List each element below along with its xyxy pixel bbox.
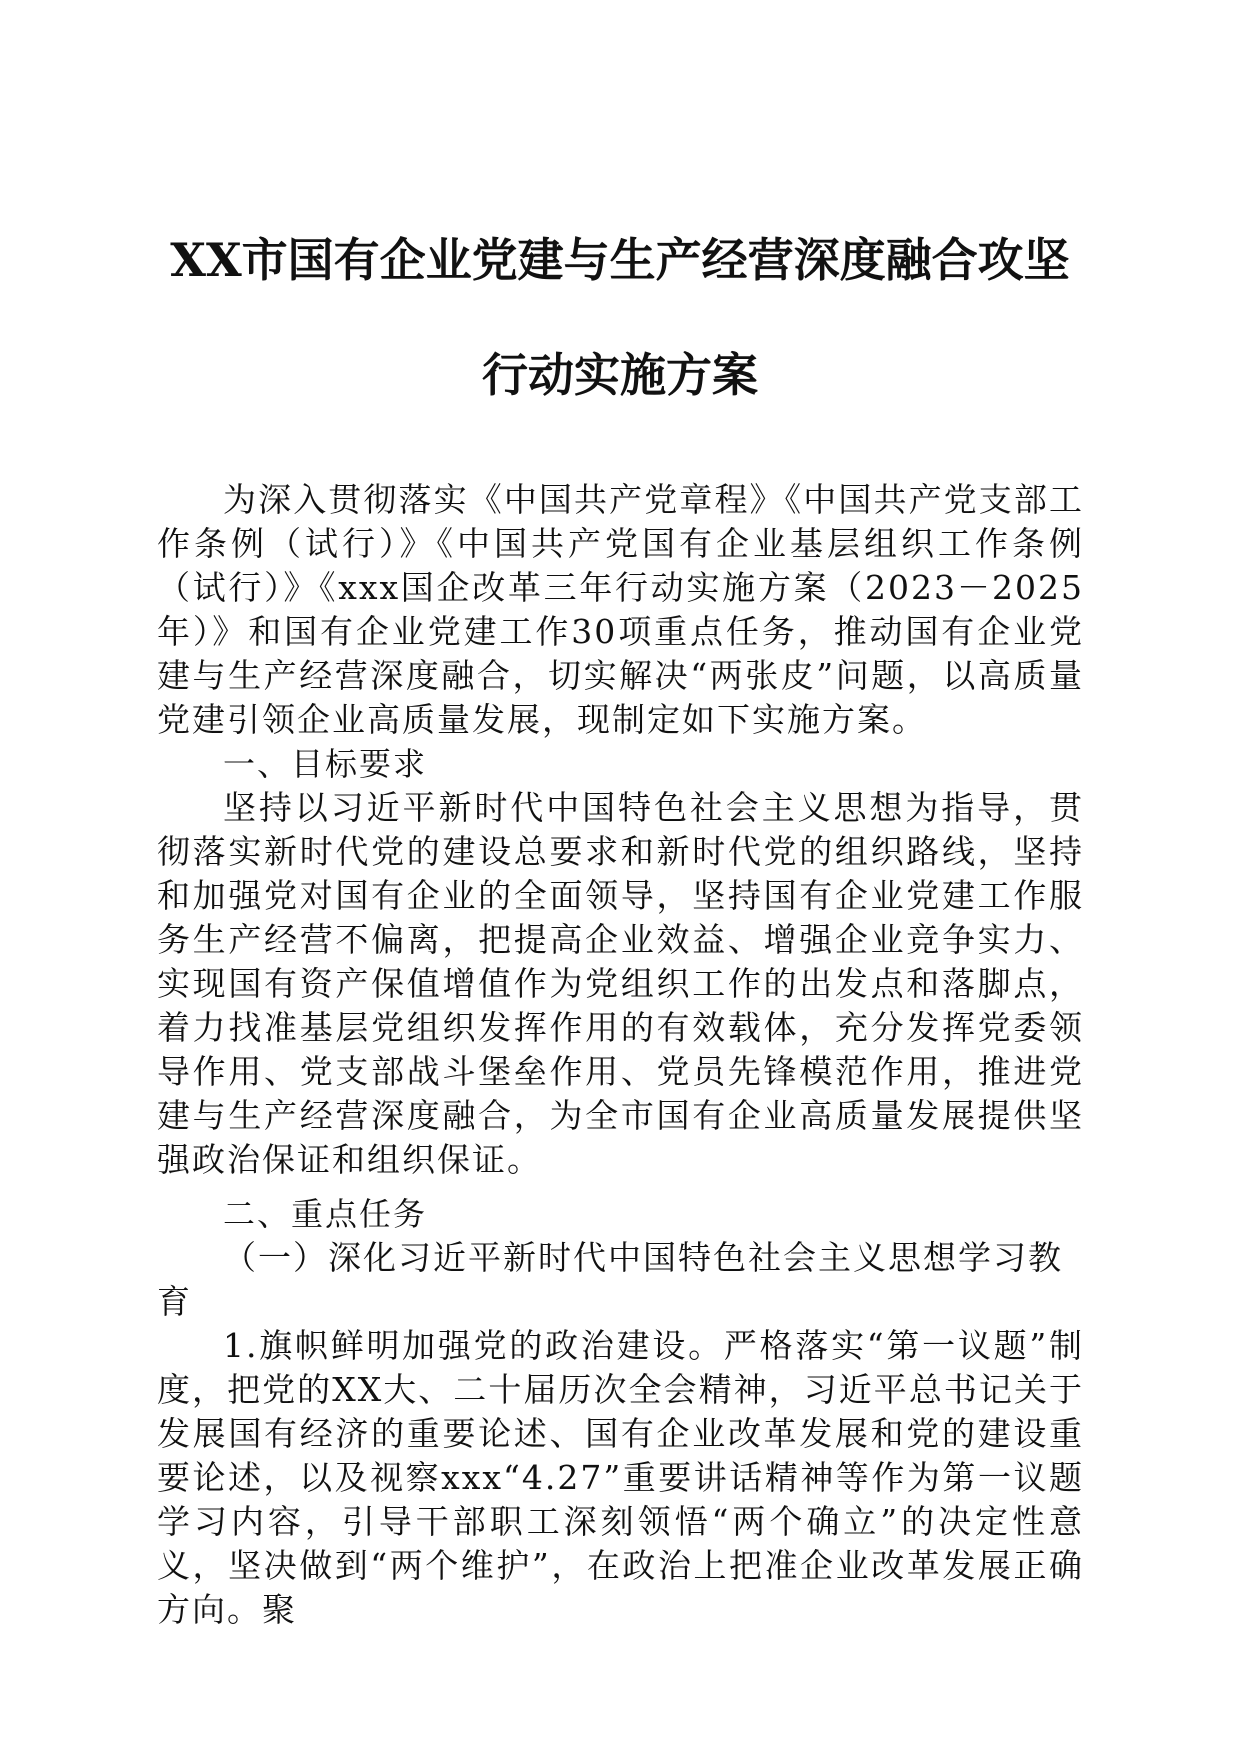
document-title-line-2: 行动实施方案 <box>482 348 758 402</box>
document-title-line-1: XX市国有企业党建与生产经营深度融合攻坚 <box>170 233 1070 287</box>
item-1-paragraph: 1.旗帜鲜明加强党的政治建设。严格落实“第一议题”制度，把党的XX大、二十届历次全会精神，习近平总书记关于发展国有经济的重要论述、国有企业改革发展和党的建设重要论述，以及视察xxx“4.27”重要讲话精神等作为第一议题学习内容，引导干部职工深刻领悟“两个确立”的决定性意义，坚决做到“两个维护”，在政治上把准企业改革发展正确方向。聚 <box>157 1326 1084 1629</box>
spacer <box>157 1182 1084 1192</box>
subsection-heading-1: （一）深化习近平新时代中国特色社会主义思想学习教育 <box>157 1238 1063 1321</box>
section-heading-goals: 一、目标要求 <box>223 745 428 783</box>
goals-paragraph: 坚持以习近平新时代中国特色社会主义思想为指导，贯彻落实新时代党的建设总要求和新时代党的组织路线，坚持和加强党对国有企业的全面领导，坚持国有企业党建工作服务生产经营不偏离，把提高企业效益、增强企业竞争实力、实现国有资产保值增值作为党组织工作的出发点和落脚点，着力找准基层党组织发挥作用的有效载体，充分发挥党委领导作用、党支部战斗堡垒作用、党员先锋模范作用，推进党建与生产经营深度融合，为全市国有企业高质量发展提供坚强政治保证和组织保证。 <box>157 788 1084 1179</box>
section-heading-key-tasks: 二、重点任务 <box>223 1195 428 1233</box>
intro-paragraph: 为深入贯彻落实《中国共产党章程》《中国共产党支部工作条例（试行）》《中国共产党国有企业基层组织工作条例（试行）》《xxx国企改革三年行动实施方案（2023－2025年）》和国有企业党建工作30项重点任务，推动国有企业党建与生产经营深度融合，切实解决“两张皮”问题，以高质量党建引领企业高质量发展，现制定如下实施方案。 <box>157 480 1084 739</box>
document-body <box>157 478 1084 1632</box>
